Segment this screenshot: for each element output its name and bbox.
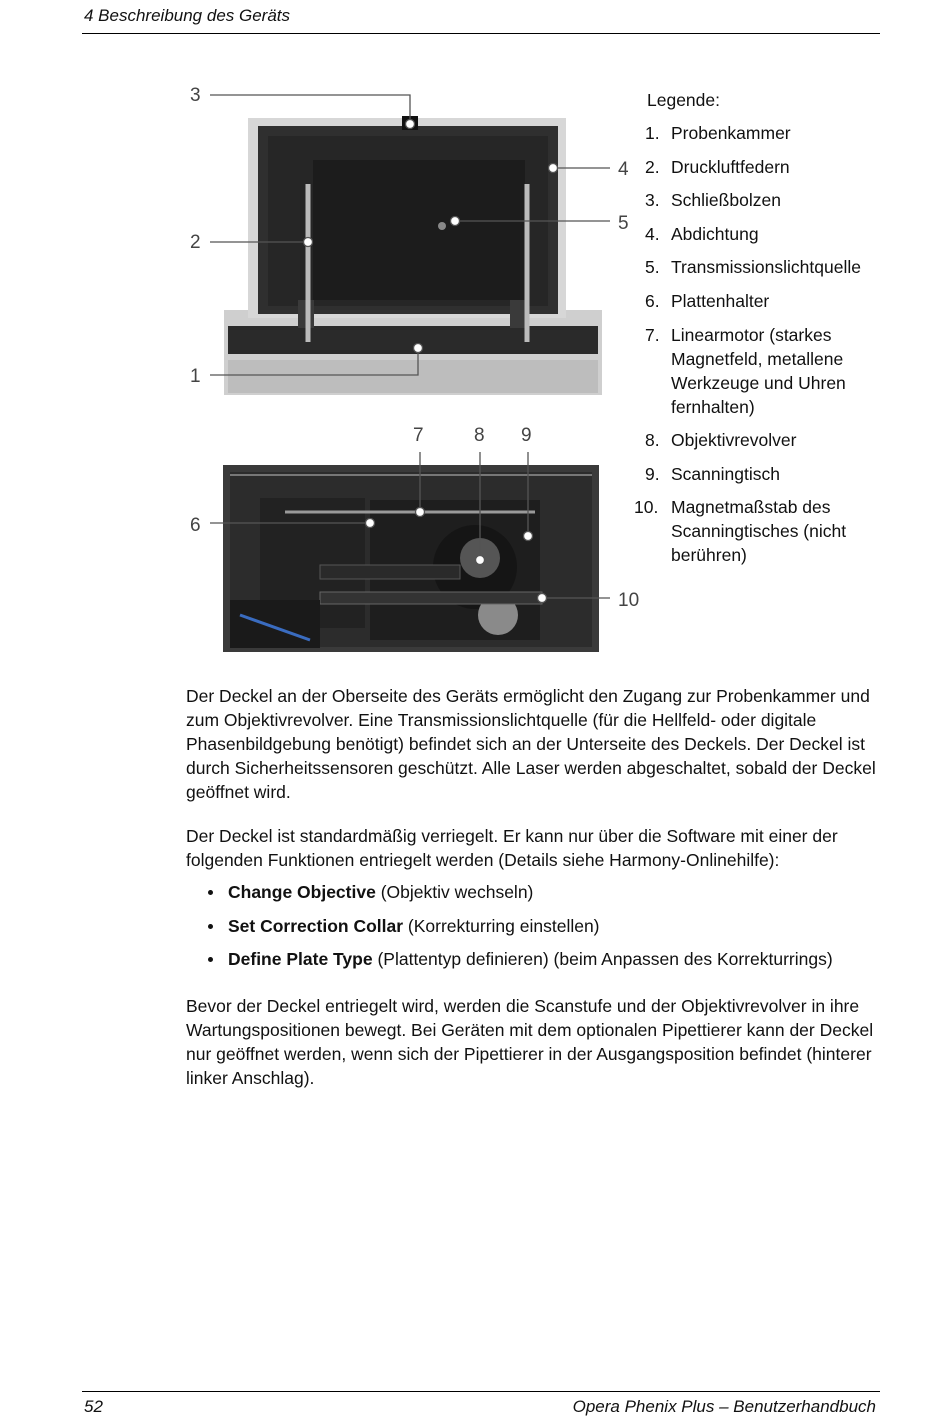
legend-title: Legende: [647,90,720,110]
legend-item-number: 9. [645,463,660,484]
device-photo-illustration [180,80,650,660]
running-header: 4 Beschreibung des Geräts [84,6,291,25]
legend-item-text: Probenkammer [671,123,791,143]
callout-5: 5 [618,213,629,234]
paragraph-maintenance-position: Bevor der Deckel entriegelt wird, werden die Scanstufe und der Objektivrevolver in ihre Wartungspositionen bewegt. Bei Geräten mit dem optionalen Pipettierer kann der Deckel nur geöffnet werden, wenn sich der Pipettierer in der Ausgangsposition befindet (hinterer linker Anschlag). [186,996,874,1088]
legend-item-text: Magnetmaßstab des Scanningtisches (nicht berühren) [671,497,847,566]
unlock-functions-list [186,880,880,981]
legend-item [630,188,890,212]
callout-2: 2 [190,232,201,253]
list-item [186,914,880,938]
legend-item [630,155,890,179]
function-name: Define Plate Type [228,949,373,970]
legend-item [630,255,890,279]
function-description: (Korrekturring einstellen) [403,915,600,936]
bullet-icon [208,924,213,929]
legend-item-text: Schließbolzen [671,190,781,211]
legend-item-text: Objektivrevolver [671,430,797,451]
legend-item-number: 1. [645,123,660,143]
manual-title: Opera Phenix Plus – Benutzerhandbuch [572,1397,876,1416]
callout-3: 3 [190,85,201,106]
function-name: Change Objective [228,882,376,902]
legend-item-number: 7. [645,324,660,345]
function-description: (Objektiv wechseln) [375,882,534,902]
legend-item-number: 6. [645,290,660,311]
legend-item-text: Linearmotor (starkes Magnetfeld, metallene Werkzeuge und Uhren fernhalten) [671,324,846,417]
legend-item-number: 8. [645,430,660,451]
legend-item-number: 5. [645,257,660,278]
legend-item [630,289,890,313]
callout-6: 6 [190,515,201,536]
paragraph-lid-access: Der Deckel an der Oberseite des Geräts ermöglicht den Zugang zur Probenkammer und zum Objektivrevolver. Eine Transmissionslichtquelle (für die Hellfeld- oder digitale Phasenbildgebung benötigt) befindet sich an der Unterseite des Deckels. Der Deckel ist durch Sicherheitssensoren geschützt. Alle Laser werden abgeschaltet, sobald der Deckel geöffnet wird. [186,686,876,802]
legend-item [630,323,890,419]
legend-item [630,428,890,452]
paragraph-lid-locked: Der Deckel ist standardmäßig verriegelt. Er kann nur über die Software mit einer der folgenden Funktionen entriegelt werden (Details siehe Harmony-Onlinehilfe): [186,826,838,870]
legend-item-number: 10. [634,497,659,518]
legend-item-number: 4. [645,223,660,244]
callout-1: 1 [190,366,201,387]
list-item [186,947,880,971]
figure-legend [630,88,890,577]
lid-photo [224,116,602,395]
page-number: 52 [84,1397,103,1416]
header-rule [82,33,880,34]
legend-item-text: Plattenhalter [671,290,770,311]
legend-item-text: Druckluftfedern [671,156,790,177]
legend-item-text: Scanningtisch [671,463,780,484]
callout-4: 4 [618,159,629,180]
function-name: Set Correction Collar [228,915,404,936]
legend-item-text: Transmissionslichtquelle [671,257,861,278]
legend-item-number: 2. [645,156,660,177]
function-description: (Plattentyp definieren) (beim Anpassen des Korrekturrings) [372,949,833,970]
legend-item [630,121,890,145]
callout-7: 7 [413,425,424,446]
bullet-icon [208,957,213,962]
legend-item [630,495,890,567]
callout-9: 9 [521,425,532,446]
chamber-photo [223,465,599,652]
device-figure [180,80,650,660]
legend-item-text: Abdichtung [671,223,759,244]
legend-item [630,462,890,486]
footer-rule [82,1391,880,1392]
callout-8: 8 [474,425,485,446]
list-item [186,880,880,904]
legend-item [630,222,890,246]
legend-item-number: 3. [645,190,660,211]
bullet-icon [208,890,213,895]
callout-10: 10 [618,590,640,611]
